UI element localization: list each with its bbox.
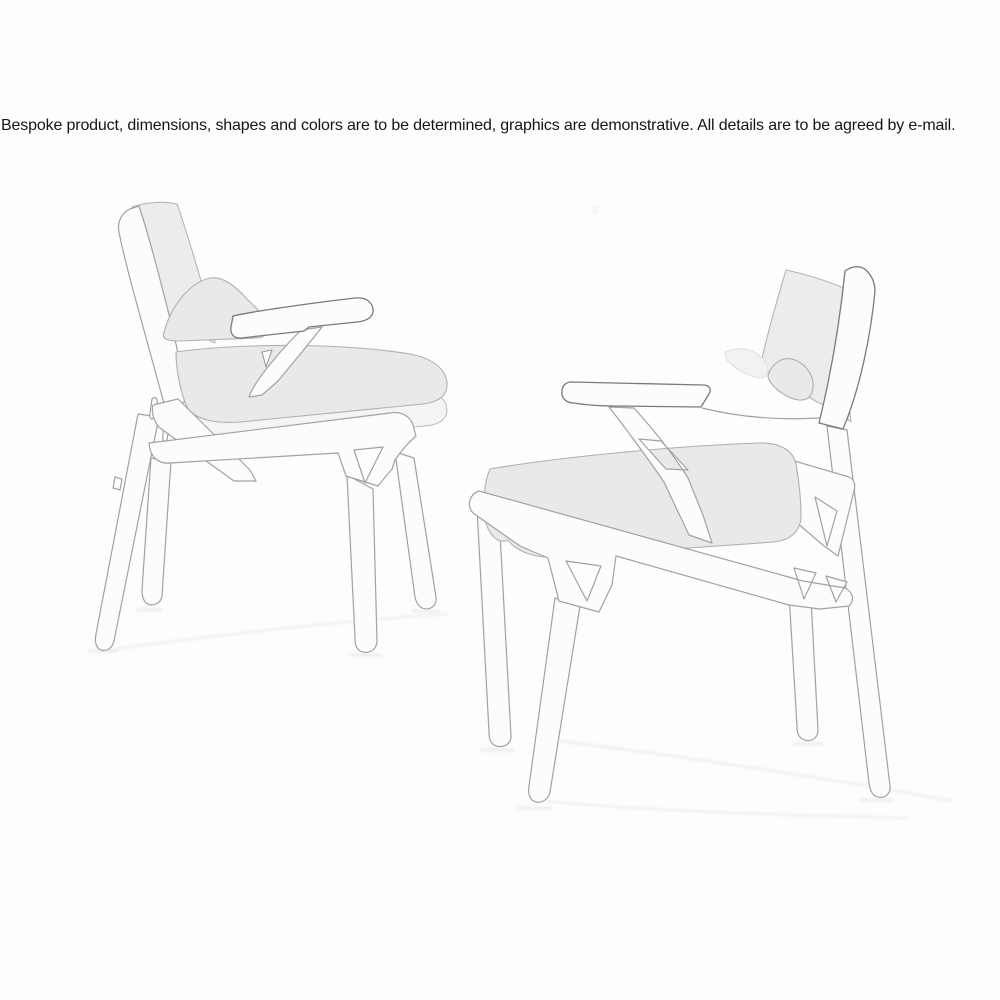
right-chair-armrest <box>562 382 710 407</box>
disclaimer-text: Bespoke product, dimensions, shapes and colors are to be determined, graphics are demonstrative. All details are to be agreed by e-mail. <box>1 117 956 134</box>
left-chair-shadow <box>88 610 448 655</box>
right-chair-rear-near-leg <box>789 594 818 741</box>
right-chair-front-near-leg <box>529 598 580 802</box>
right-chair-back-rail-line <box>702 408 820 419</box>
left-chair-front-far-leg <box>395 452 436 609</box>
paper-smudge <box>591 205 599 214</box>
left-chair-leg-notch <box>113 477 122 490</box>
right-chair-sketch <box>469 267 952 818</box>
right-chair-pillow-shade <box>725 349 768 378</box>
left-chair-sketch <box>88 202 448 655</box>
left-chair-front-near-leg <box>347 475 377 652</box>
right-chair-front-far-leg <box>477 508 511 747</box>
